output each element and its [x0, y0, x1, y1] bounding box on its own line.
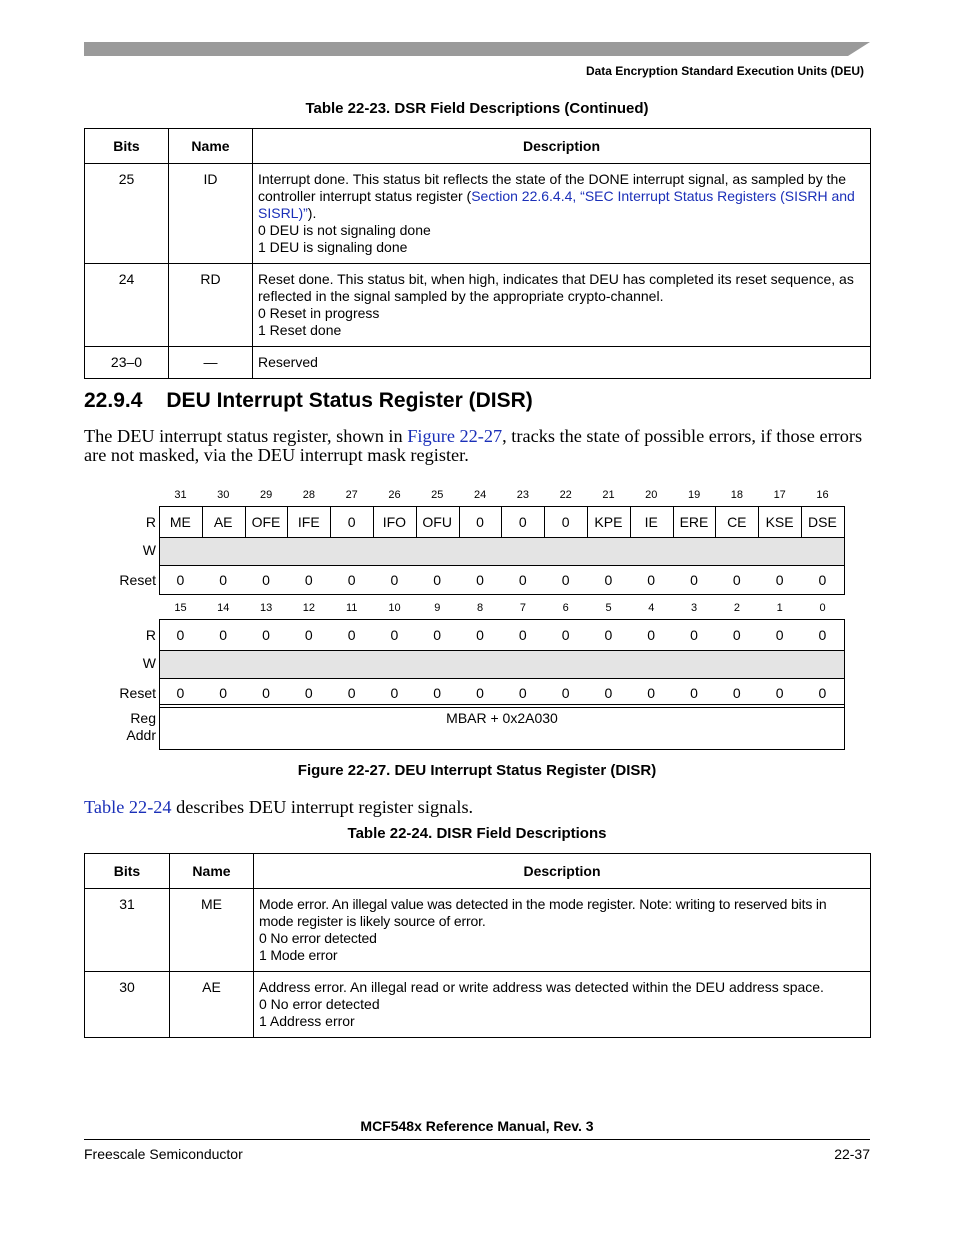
read-field: 0	[476, 514, 484, 530]
read-field: IE	[644, 514, 658, 530]
reset-value: 0	[390, 685, 399, 701]
reset-value: 0	[775, 685, 784, 701]
reset-value: 0	[690, 572, 698, 588]
read-field: 0	[690, 627, 698, 643]
header-bar	[84, 42, 870, 56]
value-line: 0 DEU is not signaling done	[258, 222, 431, 238]
reset-value: 0	[433, 685, 442, 701]
reset-value: 0	[347, 685, 356, 701]
bit-number: 21	[602, 489, 615, 501]
read-field: AE	[213, 514, 233, 530]
description-cell: Reserved	[253, 347, 871, 379]
row-divider	[159, 678, 845, 679]
bit-number: 18	[730, 489, 744, 501]
reset-value: 0	[732, 685, 741, 701]
read-field: OFE	[251, 514, 281, 530]
bit-number: 11	[345, 602, 358, 614]
read-field: 0	[304, 627, 313, 643]
bit-number: 3	[691, 602, 698, 614]
bit-number: 25	[431, 489, 444, 501]
reset-value: 0	[775, 572, 784, 588]
figure-link[interactable]: Figure 22-27	[407, 426, 503, 446]
read-field: KPE	[594, 514, 623, 530]
column-header-bits: Bits	[85, 129, 169, 164]
footer-manual-title: MCF548x Reference Manual, Rev. 3	[360, 1118, 594, 1134]
bits-cell: 24	[85, 264, 169, 347]
read-field: 0	[775, 627, 784, 643]
section-title: DEU Interrupt Status Register (DISR)	[166, 389, 533, 412]
bits-cell: 23–0	[85, 347, 169, 379]
read-field: 0	[561, 627, 570, 643]
reset-value: 0	[433, 572, 442, 588]
bit-number: 27	[345, 489, 358, 501]
description-text: Mode error. An illegal value was detected in the mode register. Note: writing to reserved bits in mode register is likely source of error.	[259, 896, 827, 929]
bit-number: 1	[776, 602, 783, 614]
section-link[interactable]: Section 22.6.4.4, “SEC Interrupt Status Registers (SISRH and SISRL)”	[258, 188, 855, 221]
value-line: 1 Reset done	[258, 322, 342, 338]
bit-number: 29	[259, 489, 273, 501]
table1	[84, 128, 871, 379]
bit-number: 20	[645, 489, 658, 501]
row-label-reset: Reset	[119, 685, 156, 701]
bit-number: 23	[516, 489, 530, 501]
read-field: IFO	[382, 514, 407, 530]
table-row	[85, 347, 871, 379]
value-line: 1 Address error	[259, 1013, 355, 1029]
read-field: 0	[176, 627, 185, 643]
description-text: Reset done. This status bit, when high, indicates that DEU has completed its reset sequence, as reflected in the signal sampled by the appropriate crypto-channel.	[258, 271, 854, 304]
bit-number: 28	[302, 489, 316, 501]
bit-number: 26	[388, 489, 401, 501]
reset-value: 0	[604, 572, 613, 588]
footer-company: Freescale Semiconductor	[84, 1146, 243, 1162]
column-header-name: Name	[170, 854, 254, 889]
bit-number: 9	[434, 602, 441, 614]
read-field: KSE	[765, 514, 794, 530]
table2-header-row	[85, 854, 871, 889]
bit-number: 6	[562, 602, 569, 614]
read-field: 0	[732, 627, 741, 643]
name-cell: RD	[169, 264, 253, 347]
name-cell: ME	[170, 889, 254, 972]
bit-number: 19	[687, 489, 701, 501]
addr-label: Addr	[126, 727, 156, 743]
reset-value: 0	[304, 572, 313, 588]
value-line: 1 Mode error	[259, 947, 338, 963]
bit-number: 22	[559, 489, 572, 501]
read-field: 0	[433, 627, 442, 643]
reset-value: 0	[518, 572, 527, 588]
section-paragraph: The DEU interrupt status register, shown in Figure 22-27, tracks the state of possible errors, if those errors are not masked, via the DEU interrupt mask register.	[84, 426, 863, 465]
reset-value: 0	[818, 685, 827, 701]
column-header-description: Description	[254, 854, 871, 889]
bit-number: 24	[473, 489, 487, 501]
table1-caption: Table 22-23. DSR Field Descriptions (Continued)	[305, 100, 649, 117]
row-divider	[159, 565, 845, 566]
read-field: 0	[390, 627, 399, 643]
name-cell: ID	[169, 164, 253, 264]
bit-number: 7	[519, 602, 526, 614]
register-address: MBAR + 0x2A030	[446, 710, 558, 726]
read-field: ERE	[679, 514, 709, 530]
description-text-end: ).	[307, 205, 317, 221]
value-line: 0 Reset in progress	[258, 305, 380, 321]
reset-value: 0	[347, 572, 356, 588]
bits-cell: 30	[85, 972, 170, 1038]
footer-page-number: 22-37	[834, 1146, 870, 1162]
row-label-r: R	[145, 514, 156, 530]
reset-value: 0	[732, 572, 741, 588]
description-cell	[253, 164, 871, 264]
read-field: 0	[518, 514, 527, 530]
bit-number: 4	[648, 602, 655, 614]
row-label-reset: Reset	[119, 572, 156, 588]
reset-value: 0	[262, 572, 270, 588]
bit-number: 17	[773, 489, 786, 501]
description-cell	[253, 264, 871, 347]
table2-intro: Table 22-24 describes DEU interrupt register signals.	[84, 797, 474, 817]
reset-value: 0	[176, 572, 185, 588]
bit-number: 31	[174, 489, 187, 501]
description-cell	[254, 889, 871, 972]
read-field: 0	[219, 627, 228, 643]
bit-number: 0	[819, 602, 826, 614]
table-row	[85, 264, 871, 347]
column-header-bits: Bits	[85, 854, 170, 889]
bit-number: 10	[388, 602, 401, 614]
reset-value: 0	[476, 572, 484, 588]
bit-number: 5	[605, 602, 612, 614]
read-field: 0	[561, 514, 570, 530]
row-divider	[159, 537, 845, 538]
reset-value: 0	[818, 572, 827, 588]
table2-caption: Table 22-24. DISR Field Descriptions	[347, 825, 607, 842]
column-header-name: Name	[169, 129, 253, 164]
row-divider	[159, 650, 845, 651]
reset-value: 0	[476, 685, 484, 701]
read-field: CE	[727, 514, 747, 530]
value-line: 0 No error detected	[259, 996, 380, 1012]
name-cell: AE	[170, 972, 254, 1038]
section-number: 22.9.4	[84, 389, 143, 412]
table-link[interactable]: Table 22-24	[84, 797, 172, 817]
bit-number: 15	[174, 602, 187, 614]
row-label-r: R	[145, 627, 156, 643]
footer-rule	[84, 1139, 870, 1140]
reset-value: 0	[690, 685, 698, 701]
bit-number: 13	[259, 602, 273, 614]
row-label-w: W	[142, 655, 156, 671]
read-field: ME	[169, 514, 191, 530]
read-field: 0	[262, 627, 270, 643]
reset-value: 0	[647, 572, 656, 588]
read-field: DSE	[808, 514, 837, 530]
table2	[84, 853, 871, 1038]
reset-value: 0	[518, 685, 527, 701]
bit-number: 12	[302, 602, 316, 614]
read-field: 0	[604, 627, 613, 643]
reset-value: 0	[304, 685, 313, 701]
reset-value: 0	[262, 685, 270, 701]
bit-number: 30	[217, 489, 230, 501]
column-header-description: Description	[253, 129, 871, 164]
reset-value: 0	[561, 685, 570, 701]
reset-value: 0	[390, 572, 399, 588]
figure-caption: Figure 22-27. DEU Interrupt Status Register (DISR)	[297, 762, 657, 779]
table-row	[85, 972, 871, 1038]
read-field: 0	[476, 627, 484, 643]
description-cell	[254, 972, 871, 1038]
reset-value: 0	[219, 572, 228, 588]
bits-cell: 25	[85, 164, 169, 264]
bits-cell: 31	[85, 889, 170, 972]
bit-number: 14	[217, 602, 230, 614]
section-heading	[84, 389, 533, 413]
value-line: 0 No error detected	[259, 930, 377, 946]
read-field: 0	[818, 627, 827, 643]
reset-value: 0	[219, 685, 228, 701]
reg-label: Reg	[130, 710, 156, 726]
reset-value: 0	[604, 685, 613, 701]
bit-number: 2	[733, 602, 740, 614]
bit-number: 16	[816, 489, 829, 501]
description-text: Address error. An illegal read or write address was detected within the DEU address space.	[259, 979, 824, 995]
reset-value: 0	[561, 572, 570, 588]
value-line: 1 DEU is signaling done	[258, 239, 408, 255]
row-label-w: W	[142, 542, 156, 558]
register-figure	[84, 486, 870, 756]
running-title: Data Encryption Standard Execution Units (DEU)	[585, 64, 864, 78]
table-row	[85, 889, 871, 972]
table1-header-row	[85, 129, 871, 164]
read-field: 0	[347, 627, 356, 643]
bit-number: 8	[477, 602, 484, 614]
read-field: 0	[347, 514, 356, 530]
read-field: IFE	[297, 514, 320, 530]
read-field: 0	[647, 627, 656, 643]
reset-value: 0	[647, 685, 656, 701]
description-text: Interrupt done. This status bit reflects the state of the DONE interrupt signal, as sampled by the controller interrupt status register (	[258, 171, 847, 204]
read-field: 0	[518, 627, 527, 643]
read-field: OFU	[422, 514, 452, 530]
reset-value: 0	[176, 685, 185, 701]
table-row	[85, 164, 871, 264]
name-cell: —	[169, 347, 253, 379]
